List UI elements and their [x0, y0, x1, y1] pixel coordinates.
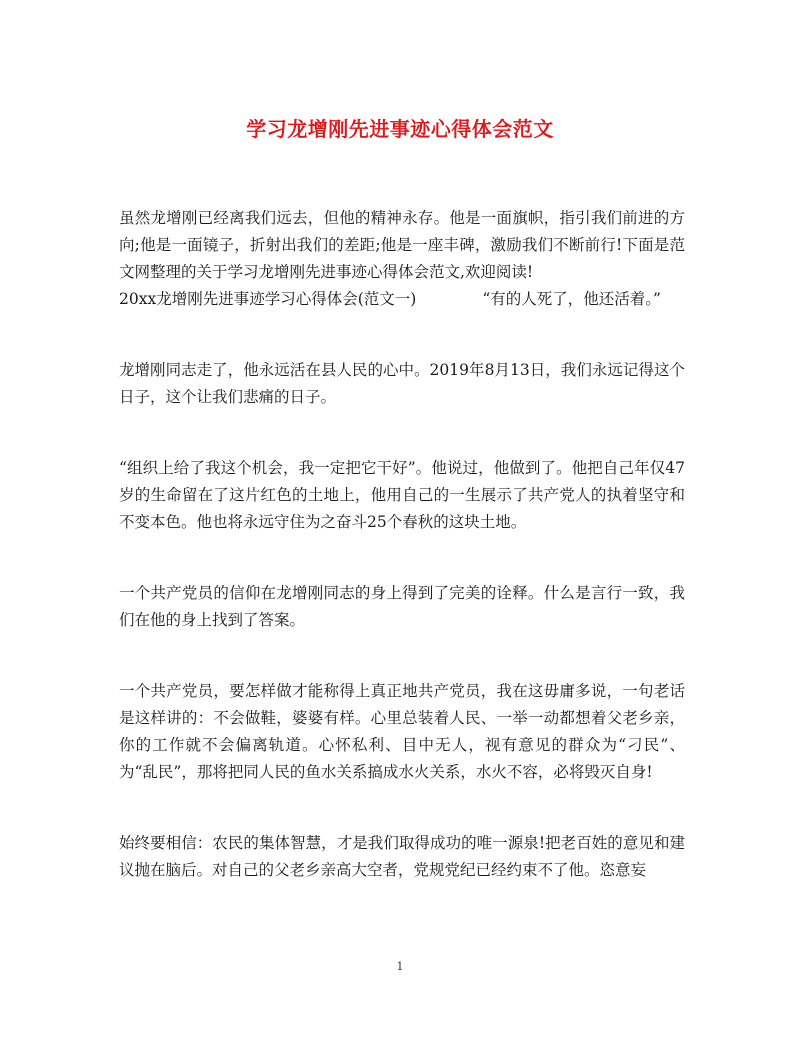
- intro-paragraph: 虽然龙增刚已经离我们远去，但他的精神永存。他是一面旗帜，指引我们前进的方向;他是一面镜子，折射出我们的差距;他是一座丰碑，激励我们不断前行!下面是范文网整理的关于学习龙增刚先进事迹心得体会范文,欢迎阅读!: [119, 209, 685, 281]
- document-body: [119, 205, 685, 928]
- document-title: 学习龙增刚先进事迹心得体会范文: [246, 117, 554, 141]
- body-paragraph: 一个共产党员，要怎样做才能称得上真正地共产党员，我在这毋庸多说，一句老话是这样讲的：不会做鞋，婆婆有样。心里总装着人民、一举一动都想着父老乡亲，你的工作就不会偏离轨道。心怀私利、目中无人，视有意见的群众为“刁民”、为“乱民”，那将把同人民的鱼水关系搞成水火关系，水火不容，必将毁灭自身!: [119, 682, 685, 781]
- body-paragraph: “组织上给了我这个机会，我一定把它干好”。他说过，他做到了。他把自己年仅47岁的生命留在了这片红色的土地上，他用自己的一生展示了共产党人的执着坚守和不变本色。他也将永远守住为之奋斗25个春秋的这块土地。: [119, 459, 685, 531]
- subheading-line: [119, 286, 685, 313]
- body-paragraph: 一个共产党员的信仰在龙增刚同志的身上得到了完美的诠释。什么是言行一致，我们在他的身上找到了答案。: [119, 584, 685, 629]
- opening-quote: “有的人死了，他还活着。”: [482, 290, 661, 308]
- body-paragraph: 龙增刚同志走了，他永远活在县人民的心中。2019年8月13日，我们永远记得这个日子，这个让我们悲痛的日子。: [119, 361, 685, 406]
- page-number: 1: [396, 960, 404, 973]
- subheading: 20xx龙增刚先进事迹学习心得体会(范文一): [119, 290, 417, 308]
- body-paragraph: 始终要相信：农民的集体智慧，才是我们取得成功的唯一源泉!把老百姓的意见和建议抛在脑后。对自己的父老乡亲高大空者，党规党纪已经约束不了他。恣意妄: [119, 834, 685, 879]
